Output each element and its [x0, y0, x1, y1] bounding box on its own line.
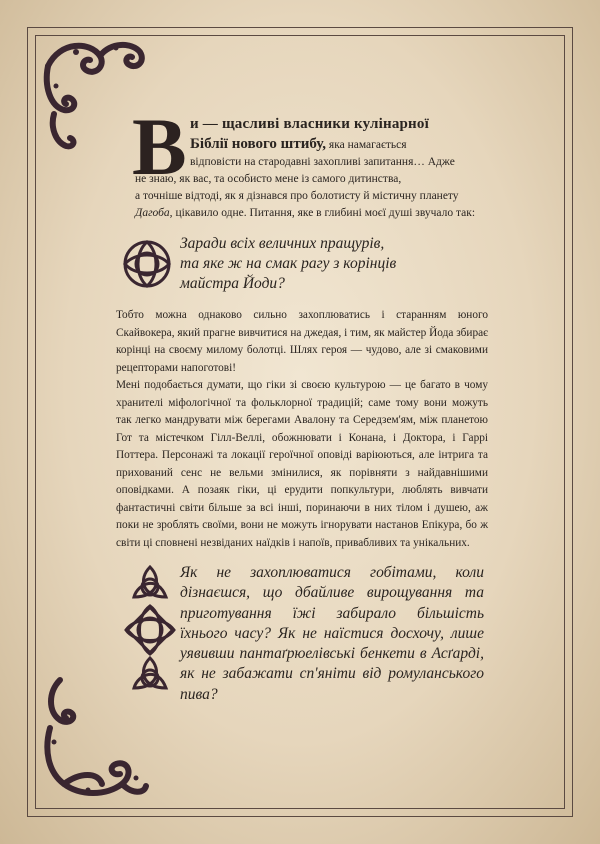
- intro-line-2-bold: Біблії нового штибу,: [190, 136, 327, 152]
- intro-line-2: [190, 134, 486, 155]
- intro-line-6-rest: цікавило одне. Питання, яке в глибині моєї душі звучало так:: [172, 207, 476, 219]
- intro-line-3: відповісти на стародавні захопливі запитання… Адже: [190, 156, 455, 168]
- intro-line-6: [135, 205, 486, 222]
- dagobah-italic: Дагоба,: [135, 207, 173, 219]
- intro-paragraph: [135, 154, 486, 222]
- triquetra-icon: [128, 563, 172, 603]
- intro-line-4: не знаю, як вас, та особисто мене із самого дитинства,: [135, 173, 402, 185]
- intro-line-2-regular: яка намагається: [326, 139, 407, 151]
- body-paragraph-1: Тобто можна однаково сильно захоплюватись і старанням юного Скайвокера, який прагне вивчитися на джедая, і тим, як майстер Йода збирає корінці на своєму милому болотці. Шлях героя — чудово, але зі смаковими рецепторами напоготові!: [116, 309, 488, 374]
- quote1-line-3: майстра Йоди?: [180, 275, 285, 292]
- drop-cap: В: [132, 101, 187, 192]
- quote-hobbits: Як не захоплюватися гобітами, коли дізнаєшся, що дбайливе вирощування та приготування їжі забирало більшість їхнього часу? Як не наїстися досхочу, лише уявивши пантаґрюелівські бенкети в Асґарді, як не забажати сп'яніти від ромуланського пива?: [180, 564, 484, 703]
- intro-line-5: а точніше відтоді, як я дізнався про болотисту й містичну планету: [135, 190, 459, 202]
- intro-line-1: и — щасливі власники кулінарної: [190, 116, 429, 132]
- body-paragraph-2: Мені подобається думати, що гіки зі своєю культурою — це багато в чому хранителі міфологічної та фольклорної традицій; саме тому вони можуть так легко мандрувати між берегами Авалону та Середзем'ям, між планетою Гот та містечком Гілл-Веллі, обожнювати і Конана, і Доктора, і Гаррі Поттера. Персонажі та локації героїчної оповіді варіюються, але інтрига та прихований сенс не вельми змінилися, як порівняти з найдавнішими оповідками. А позаяк гіки, ці ерудити попкультури, люблять вивчати фантастичні світи більше за всі інші, поринаючи в них тілом і душею, аж поки не зроблять своїми, вони не можуть ігнорувати настанов Епікура, бо ж світи ці сповнені незвіданих наїдків і напоїв, привабливих та унікальних.: [116, 379, 488, 549]
- quote-yoda: [180, 234, 490, 294]
- celtic-knot-icon: [121, 238, 173, 290]
- body-text: [116, 307, 488, 552]
- quote1-line-2: та яке ж на смак рагу з корінців: [180, 255, 397, 272]
- quote1-line-1: Заради всіх величних пращурів,: [180, 235, 385, 252]
- celtic-knot-icon: [124, 604, 176, 656]
- triquetra-icon: [128, 654, 172, 694]
